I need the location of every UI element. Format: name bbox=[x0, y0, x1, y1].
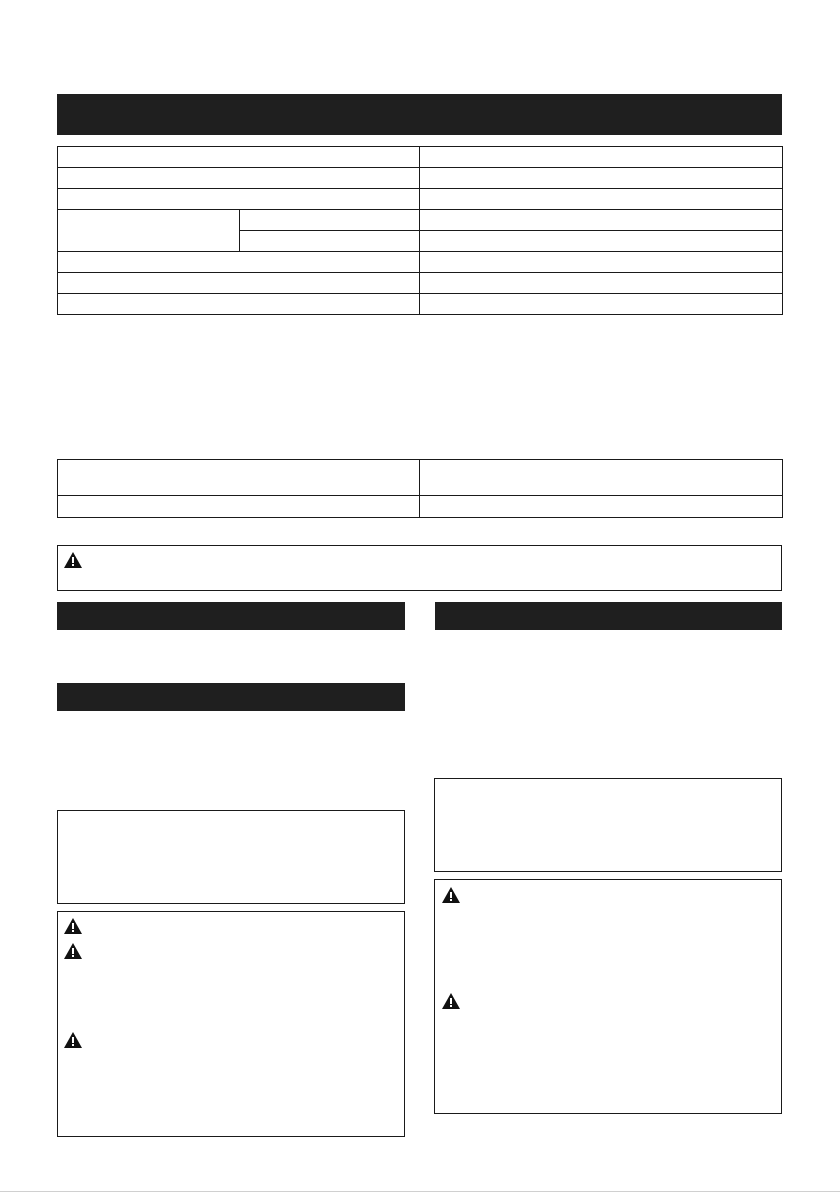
table-cell bbox=[58, 147, 420, 168]
table-cell bbox=[240, 210, 420, 231]
table-row bbox=[58, 273, 783, 294]
warning-icon bbox=[64, 552, 82, 568]
warning-icon bbox=[64, 1032, 82, 1048]
warning-icon bbox=[64, 943, 82, 959]
section-header-bar-left-2 bbox=[57, 683, 405, 711]
note-box-left bbox=[57, 810, 405, 904]
table-cell bbox=[58, 210, 240, 252]
table-cell bbox=[58, 252, 420, 273]
note-box-right bbox=[434, 778, 782, 872]
warning-box-right bbox=[434, 879, 782, 1114]
table-cell bbox=[420, 273, 783, 294]
table-row bbox=[58, 496, 783, 518]
table-row bbox=[58, 189, 783, 210]
table-row bbox=[58, 252, 783, 273]
table-cell bbox=[420, 294, 783, 315]
specifications-header-bar bbox=[57, 94, 782, 135]
table-cell bbox=[420, 231, 783, 252]
table-cell bbox=[58, 168, 420, 189]
table-cell bbox=[58, 273, 420, 294]
table-row bbox=[58, 460, 783, 496]
section-header-bar-right-1 bbox=[435, 602, 782, 630]
table-cell bbox=[420, 210, 783, 231]
warning-box-left bbox=[57, 911, 405, 1137]
table-cell bbox=[240, 231, 420, 252]
warning-box-wide bbox=[57, 545, 782, 591]
table-cell bbox=[58, 496, 420, 518]
table-row bbox=[58, 147, 783, 168]
section-header-bar-left-1 bbox=[57, 602, 405, 630]
table-cell bbox=[58, 189, 420, 210]
specifications-table bbox=[57, 146, 783, 315]
warning-icon bbox=[442, 993, 460, 1009]
table-cell bbox=[420, 496, 783, 518]
table-cell bbox=[420, 460, 783, 496]
table-row bbox=[58, 168, 783, 189]
table-cell bbox=[420, 147, 783, 168]
table-cell bbox=[420, 252, 783, 273]
table-cell bbox=[58, 294, 420, 315]
table-cell bbox=[420, 189, 783, 210]
table-cell bbox=[420, 168, 783, 189]
warning-icon bbox=[442, 887, 460, 903]
table-cell bbox=[58, 460, 420, 496]
table-row bbox=[58, 294, 783, 315]
vibration-table bbox=[57, 459, 783, 518]
warning-icon bbox=[64, 918, 82, 934]
table-row bbox=[58, 210, 783, 231]
